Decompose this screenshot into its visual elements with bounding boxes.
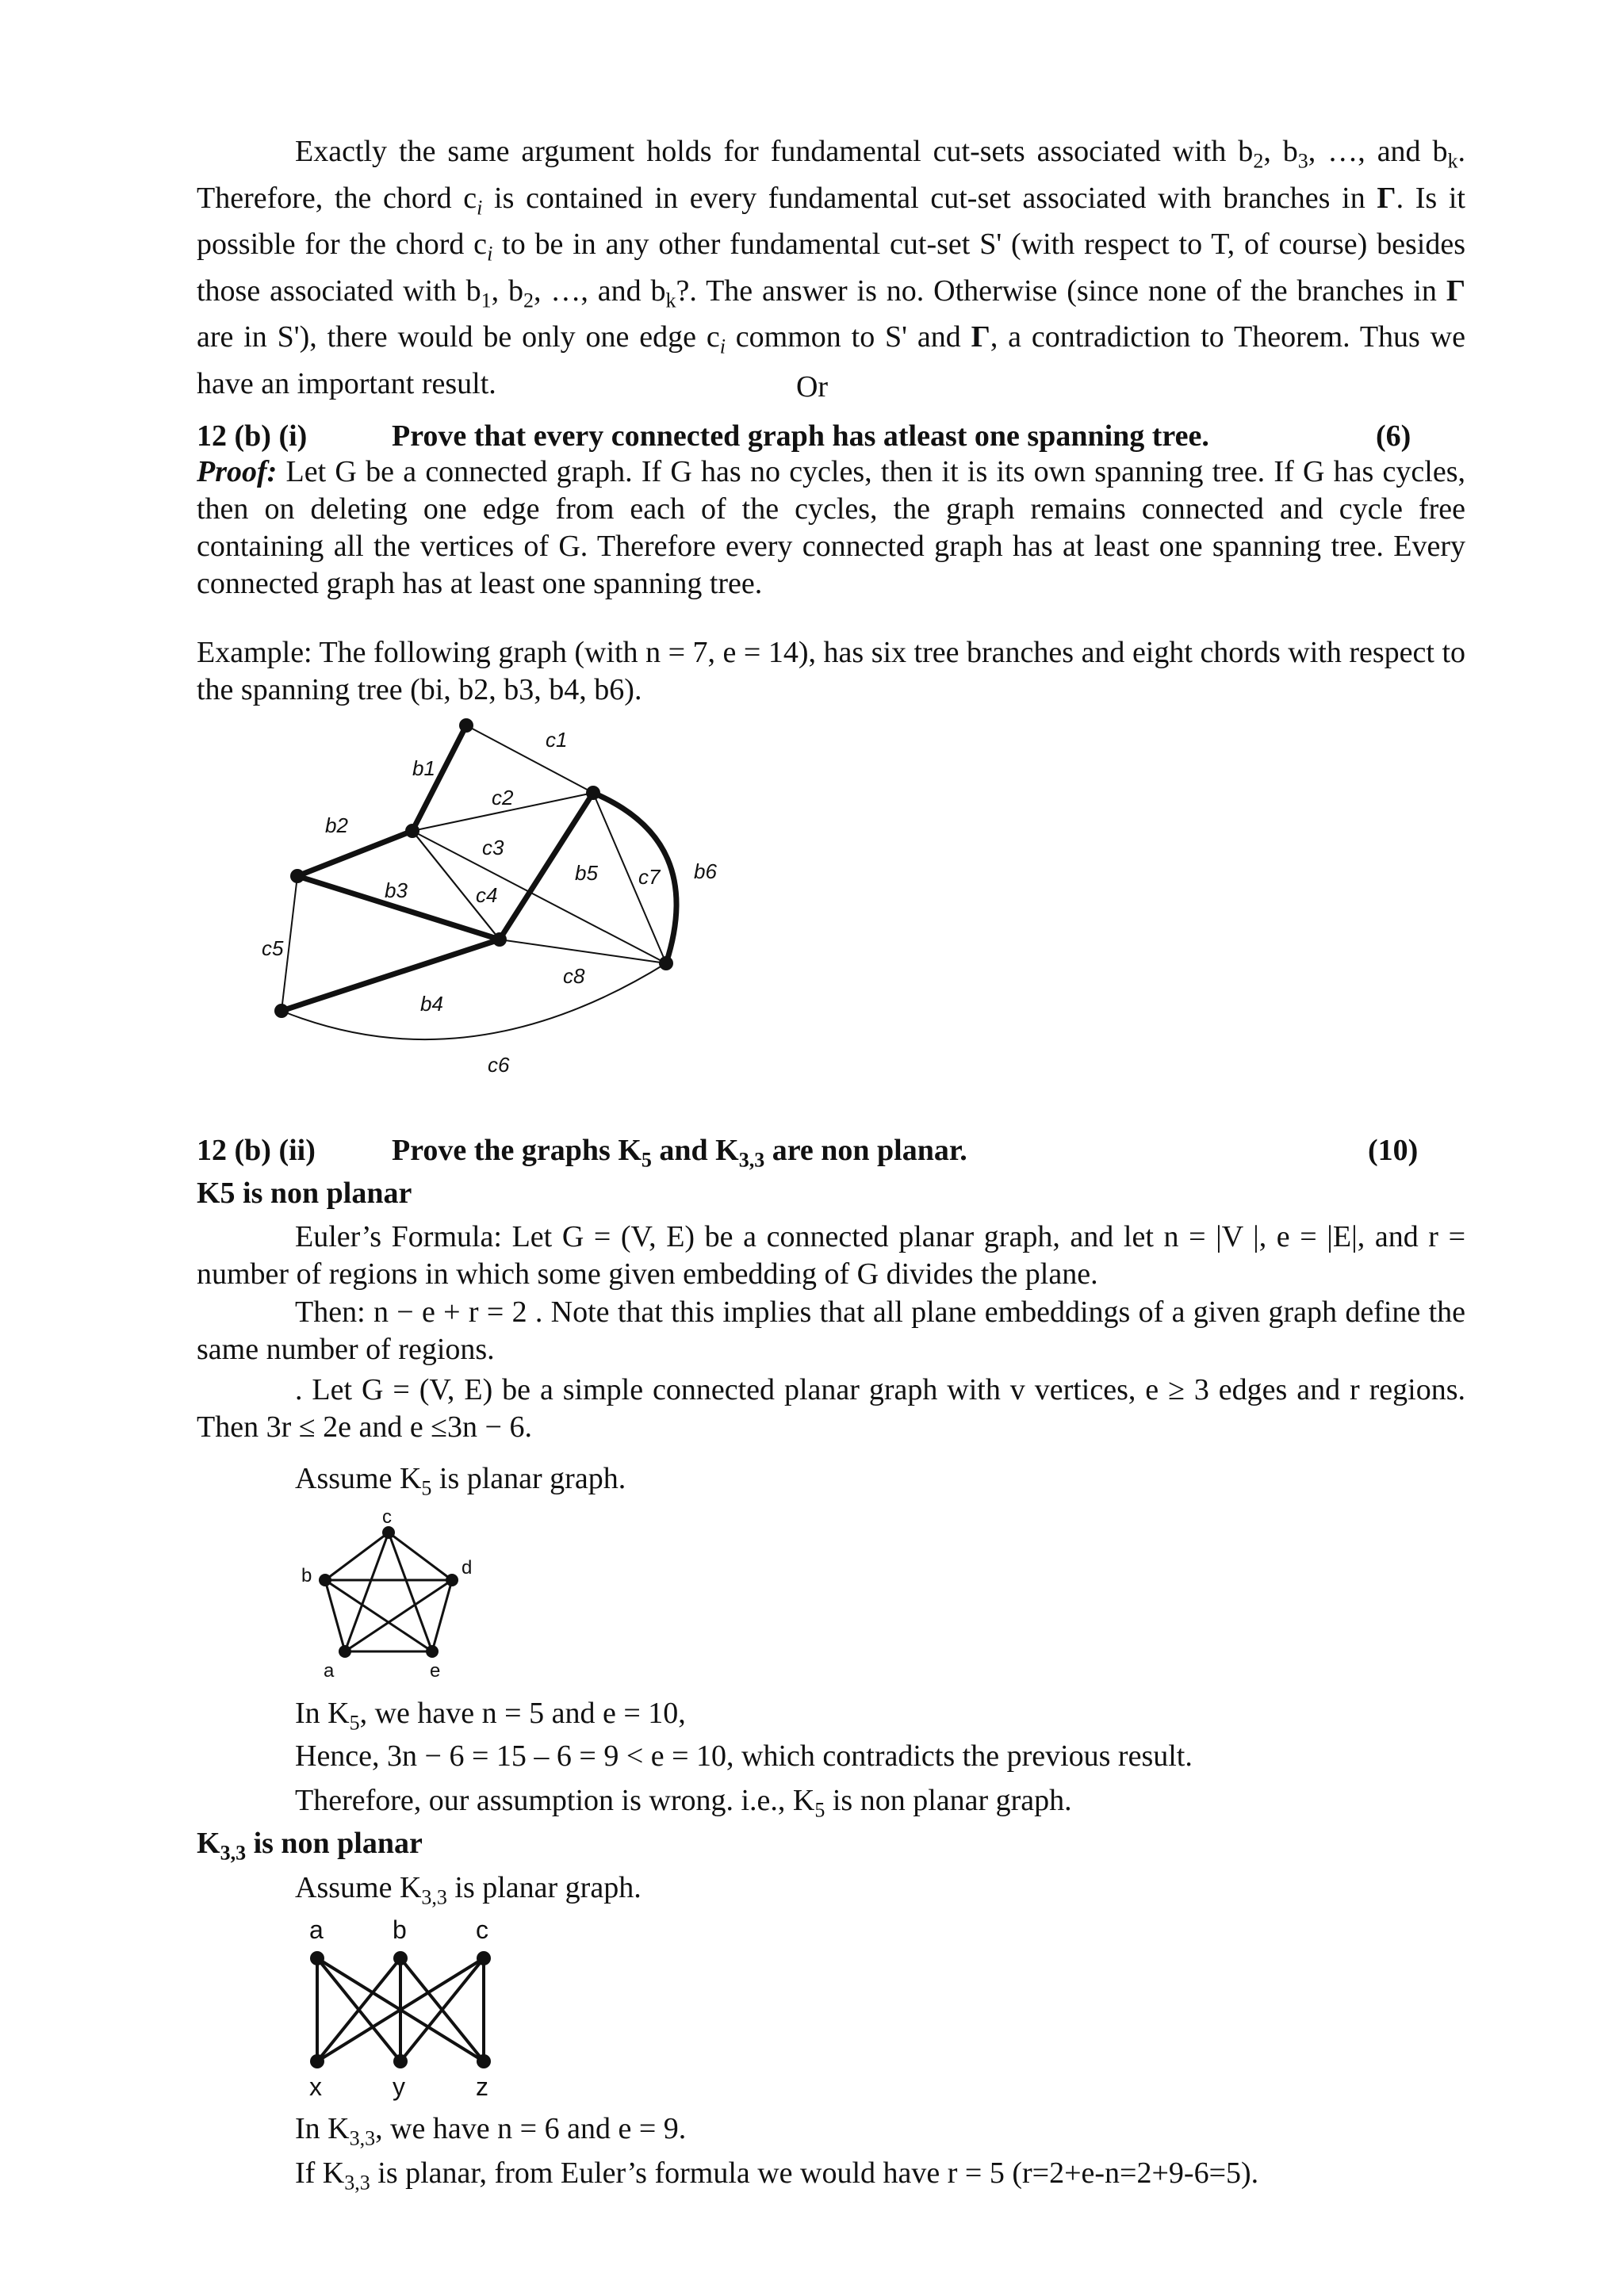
vertex [290,869,304,883]
vertex-d [446,1574,458,1586]
edge-c2b [412,831,666,963]
k33-values-line: In $K_{3,3}$, we have n = 6 and e = 9. [295,2112,687,2150]
edge-b2 [297,831,412,876]
k33-euler-line: If $K_{3,3}$ is planar, from Euler’s formula we would have r = 5 (r=2+e-n=2+9-6=5). [295,2156,1259,2195]
vertex-b [319,1574,331,1586]
label-b1: b1 [412,756,435,780]
euler-formula-paragraph: Euler’s Formula: Let G = (V, E) be a connected planar graph, and let n = |V |, e = |E|, and r = number of regions in which some given embedding of G divides the plane. [197,1220,1465,1291]
edge-c6 [282,963,666,1039]
k5-label-c: c [382,1510,392,1528]
k5-label-a: a [324,1660,335,1682]
k33-label-c: c [476,1915,488,1944]
vertex-b [393,1951,408,1965]
k5-heading: K5 is non planar [197,1177,412,1210]
vertex [659,956,673,970]
question-title-12bi: Prove that every connected graph has atleast one spanning tree. [392,419,1209,453]
proof-paragraph: Proof: Let G be a connected graph. If G has no cycles, then it is its own spanning tree. If G has cycles, then on deleting one edge from each of the cycles, the graph remains connected and cycle free containing all the vertices of G. Therefore every connected graph has at least one spanning tree. Every connected graph has at least one spanning tree. [197,455,1465,600]
vertex-c [477,1951,491,1965]
assume-k33-line: Assume $K_{3,3}$ is planar graph. [295,1871,642,1909]
k5-graph-figure [293,1510,484,1685]
vertex-c [382,1526,395,1539]
k33-label-a: a [309,1915,324,1944]
label-c6: c6 [488,1053,510,1077]
vertex-z [477,2054,491,2068]
or-separator: Or [795,370,829,404]
label-c2: c2 [492,786,514,809]
marks-12bi: (6) [1376,419,1411,453]
k33-heading: $K_{3,3}$ is non planar [197,1827,423,1865]
label-b2: b2 [325,813,348,837]
vertex [459,718,473,733]
label-c8: c8 [563,964,585,988]
marks-12bii: (10) [1368,1134,1419,1167]
label-b3: b3 [385,878,408,902]
label-c7: c7 [638,865,661,889]
planar-bound-paragraph: . Let G = (V, E) be a simple connected planar graph with v vertices, e ≥ 3 edges and r regions. Then 3r ≤ 2e and e ≤3n − 6. [197,1373,1465,1444]
k5-conclusion-line: Therefore, our assumption is wrong. i.e., $K_5$ is non planar graph. [295,1784,1072,1822]
vertex [274,1004,289,1018]
edge-b4 [282,939,500,1011]
edge-c8 [500,939,666,963]
edge-b6 [593,793,676,963]
label-b5: b5 [575,861,598,885]
vertex-y [393,2054,408,2068]
vertex-a [339,1645,351,1658]
euler-then-paragraph: Then: n − e + r = 2 . Note that this implies that all plane embeddings of a given graph define the same number of regions. [197,1295,1465,1366]
k33-label-y: y [393,2072,405,2101]
assume-k5-line: Assume $K_5$ is planar graph. [295,1462,626,1500]
k5-values-line: In $K_5$, we have n = 5 and e = 10, [295,1697,686,1735]
label-b6: b6 [694,859,717,883]
label-c3: c3 [482,836,504,859]
k33-label-z: z [476,2072,488,2101]
label-c1: c1 [546,728,568,752]
spanning-tree-graph-figure [262,714,753,1078]
question-number-12bii: 12 (b) (ii) [197,1134,316,1167]
k5-label-b: b [301,1565,312,1586]
edge-c5 [282,876,297,1011]
label-b4: b4 [420,992,443,1016]
k5-label-d: d [462,1557,473,1578]
vertex [405,824,419,838]
example-paragraph: Example: The following graph (with n = 7, e = 14), has six tree branches and eight chords with respect to the spanning tree (bi, b2, b3, b4, b6). [197,636,1465,706]
question-title-12bii: Prove the graphs $K_5$ and $K_{3,3}$ are non planar. [392,1134,967,1172]
k33-label-x: x [309,2072,322,2101]
k5-contradiction-line: Hence, 3n − 6 = 15 – 6 = 9 < e = 10, which contradicts the previous result. [295,1739,1193,1773]
question-number-12bi: 12 (b) (i) [197,419,308,453]
vertex-e [426,1645,439,1658]
edge-c1 [466,725,593,793]
label-c4: c4 [476,883,498,907]
vertex [492,932,507,947]
vertex [586,786,600,800]
k33-graph-figure [293,1915,523,2101]
k5-label-e: e [430,1660,441,1682]
paragraph-cutset-argument: Exactly the same argument holds for fundamental cut-sets associated with $b_2$, $b_3$, …, and $b_k$. Therefore, the chord $c_i$ is contained in every fundamental cut-set associated with branches in Γ. Is it possible for the chord $c_i$ to be in any other fundamental cut-set S' (with respect to T, of course) besides those associated with $b_1$, $b_2$, …, and $b_k$?. The answer is no. Otherwise (since none of the branches in Γ are in S'), there would be only one edge $c_i$ common to S' and Γ, a contradiction to Theorem. Thus we have an important result. [197,135,1466,400]
k33-label-b: b [393,1915,407,1944]
label-c5: c5 [262,936,284,960]
vertex-x [310,2054,324,2068]
vertex-a [310,1951,324,1965]
